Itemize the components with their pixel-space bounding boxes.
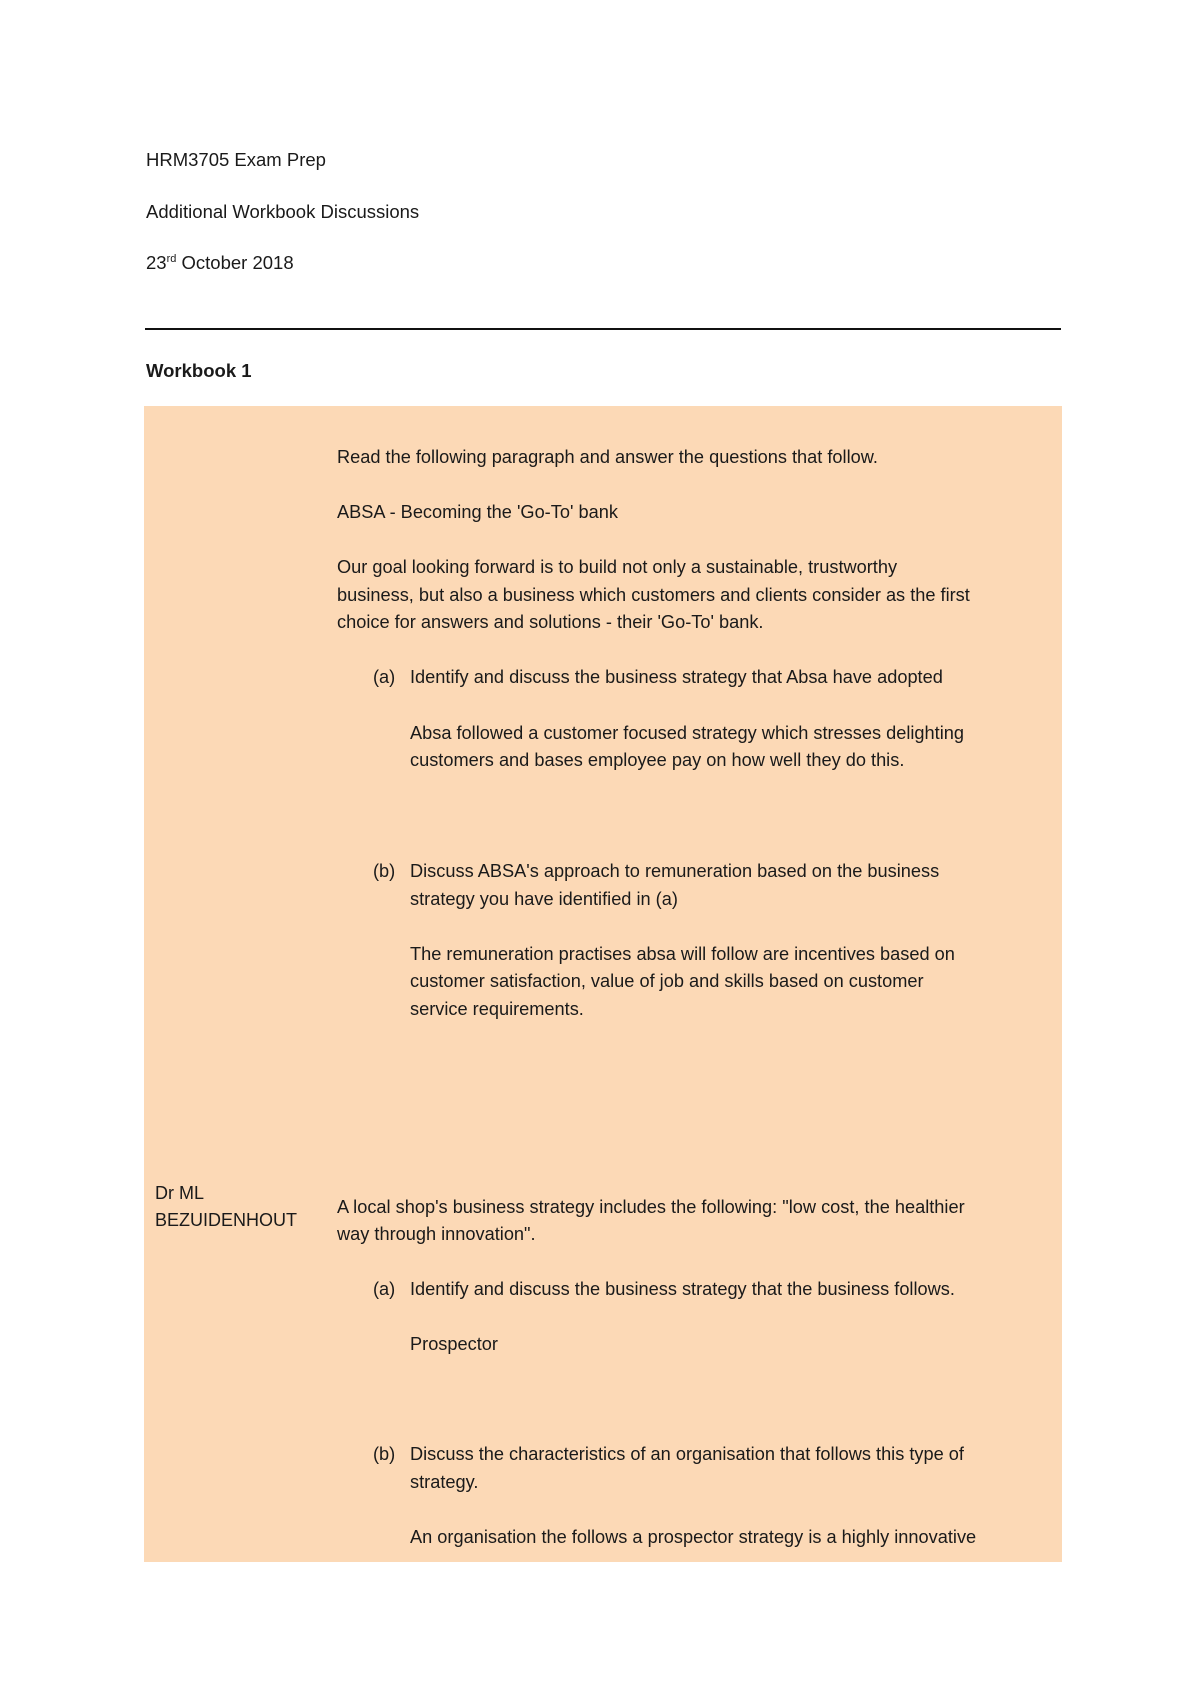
q1-part-a-question: Identify and discuss the business strategy that Absa have adopted: [410, 667, 943, 687]
q1-part-b-answer-line: customer satisfaction, value of job and skills based on customer: [410, 971, 924, 991]
q1-paragraph-line: business, but also a business which customers and clients consider as the first: [337, 585, 970, 605]
q1-part-a-answer-line: customers and bases employee pay on how well they do this.: [410, 750, 905, 770]
author-line-1: Dr ML: [155, 1183, 204, 1203]
q1-instruction: Read the following paragraph and answer the questions that follow.: [337, 447, 878, 467]
q2-part-b-answer-line: An organisation the follows a prospector strategy is a highly innovative: [410, 1527, 977, 1547]
document-subtitle: Additional Workbook Discussions: [146, 201, 420, 222]
document-date: [146, 252, 294, 274]
q1-part-b-answer-line: The remuneration practises absa will follow are incentives based on: [410, 944, 955, 964]
q1-paragraph-line: choice for answers and solutions - their 'Go-To' bank.: [337, 612, 764, 632]
workbook-heading: Workbook 1: [146, 360, 252, 381]
q1-part-b-question-line: strategy you have identified in (a): [410, 889, 678, 909]
q2-part-b-label: (b): [373, 1444, 396, 1464]
q2-intro-line: A local shop's business strategy includes the following: "low cost, the healthier: [337, 1197, 965, 1217]
author-name: [155, 1180, 325, 1234]
q2-part-a-question: Identify and discuss the business strategy that the business follows.: [410, 1279, 955, 1299]
q1-part-b-answer-line: service requirements.: [410, 999, 584, 1019]
q2-intro-line: way through innovation".: [337, 1224, 536, 1244]
q1-part-b-question-line: Discuss ABSA's approach to remuneration based on the business: [410, 861, 940, 881]
author-line-2: BEZUIDENHOUT: [155, 1210, 298, 1230]
q1-case-title: ABSA - Becoming the 'Go-To' bank: [337, 502, 618, 522]
q1-part-b-label: (b): [373, 861, 396, 881]
date-suffix: rd: [166, 252, 177, 265]
q2-part-b-question-line: strategy.: [410, 1472, 479, 1492]
q1-paragraph-line: Our goal looking forward is to build not only a sustainable, trustworthy: [337, 557, 898, 577]
q2-part-a-label: (a): [373, 1279, 396, 1299]
horizontal-divider: [145, 328, 1061, 330]
q1-part-a-answer-line: Absa followed a customer focused strategy which stresses delighting: [410, 723, 964, 743]
q2-part-b-question-line: Discuss the characteristics of an organisation that follows this type of: [410, 1444, 964, 1464]
date-day: 23: [146, 252, 167, 273]
q2-part-a-answer: Prospector: [410, 1334, 498, 1354]
q1-part-a-label: (a): [373, 667, 396, 687]
date-rest: October 2018: [176, 252, 294, 273]
document-title: HRM3705 Exam Prep: [146, 149, 326, 170]
